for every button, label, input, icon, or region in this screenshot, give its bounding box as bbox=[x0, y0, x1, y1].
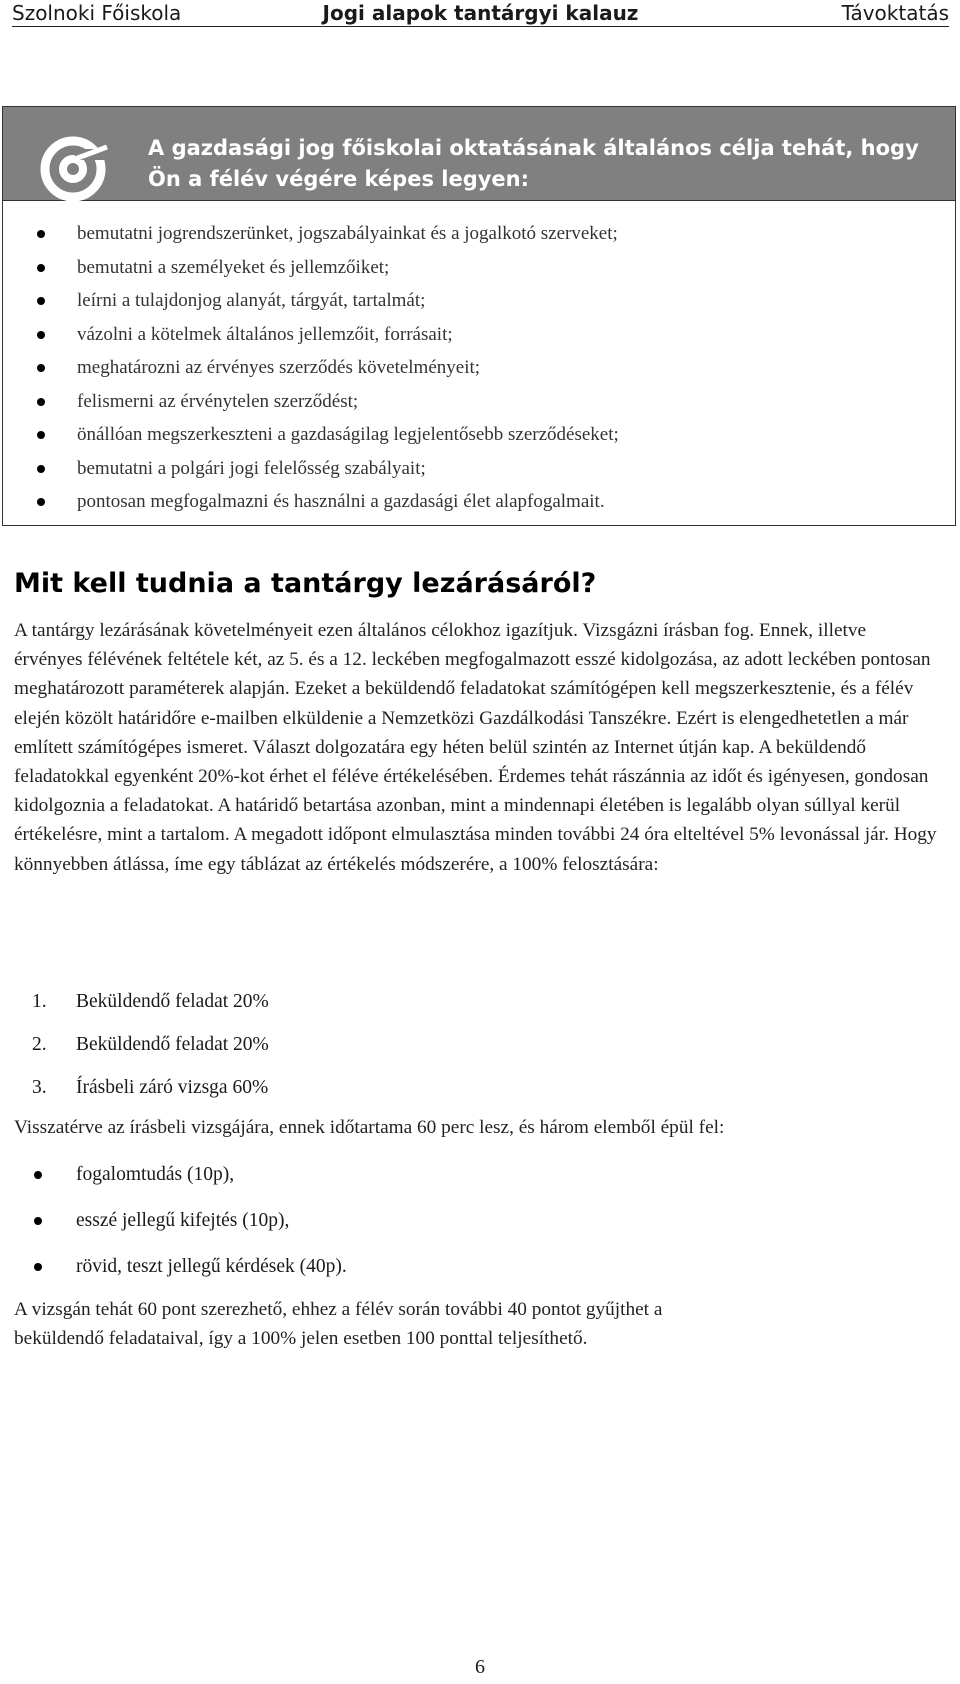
goal-item: vázolni a kötelmek általános jellemzőit, forrásait; bbox=[3, 318, 619, 352]
goal-item: meghatározni az érvényes szerződés követelményeit; bbox=[3, 351, 619, 385]
grading-item-text: Beküldendő feladat 20% bbox=[76, 991, 269, 1012]
goal-item: bemutatni jogrendszerünket, jogszabályainkat és a jogalkotó szerveket; bbox=[3, 217, 619, 251]
goal-item: leírni a tulajdonjog alanyát, tárgyát, tartalmát; bbox=[3, 284, 619, 318]
exam-part-item: rövid, teszt jellegű kérdések (40p). bbox=[0, 1244, 347, 1290]
exam-intro-paragraph: Visszatérve az írásbeli vizsgájára, ennek időtartama 60 perc lesz, és három elemből épül fel: bbox=[14, 1117, 725, 1138]
header-institution: Szolnoki Főiskola bbox=[12, 1, 182, 25]
goal-item: önállóan megszerkeszteni a gazdaságilag legjelentősebb szerződéseket; bbox=[3, 418, 619, 452]
exam-part-item: esszé jellegű kifejtés (10p), bbox=[0, 1198, 347, 1244]
goals-title-line1: A gazdasági jog főiskolai oktatásának általános célja tehát, hogy bbox=[148, 136, 919, 160]
section-heading: Mit kell tudnia a tantárgy lezárásáról? bbox=[14, 568, 597, 599]
grading-item bbox=[14, 1023, 269, 1066]
page-header bbox=[12, 0, 949, 27]
points-summary-paragraph bbox=[14, 1295, 939, 1353]
goal-item: bemutatni a polgári jogi felelősség szabályait; bbox=[3, 452, 619, 486]
target-icon bbox=[39, 133, 113, 207]
goals-title bbox=[148, 133, 938, 195]
grading-item-number: 3. bbox=[32, 1077, 47, 1098]
points-summary-line2: beküldendő feladataival, így a 100% jelen esetben 100 ponttal teljesíthető. bbox=[14, 1328, 588, 1350]
exam-parts-list bbox=[0, 1152, 347, 1290]
goal-item: bemutatni a személyeket és jellemzőiket; bbox=[3, 251, 619, 285]
grading-breakdown-list bbox=[14, 980, 269, 1109]
goals-header-bar bbox=[3, 107, 955, 201]
grading-item-number: 1. bbox=[32, 991, 47, 1012]
learning-goals-box bbox=[2, 106, 956, 526]
grading-item bbox=[14, 980, 269, 1023]
goal-item: pontosan megfogalmazni és használni a gazdasági élet alapfogalmait. bbox=[3, 485, 619, 519]
requirements-paragraph: A tantárgy lezárásának követelményeit ezen általános célokhoz igazítjuk. Vizsgázni írásban fog. Ennek, illetve érvényes félévének feltétele két, az 5. és a 12. leckében megfogalmazott esszé kidolgozása, az adott leckében pontosan meghatározott paraméterek alapján. Ezeket a beküldendő feladatokat számítógépen kell megszerkesztenie, és a félév elején közölt határidőre e-mailben elküldenie a Nemzetközi Gazdálkodási Tanszékre. Ezért is elengedhetetlen a már említett számítógépes ismeret. Választ dolgozatára egy héten belül szintén az Internet útján kap. A beküldendő feladatokkal egyenként 20%-kot érhet el féléve értékelésében. Érdemes tehát rászánnia az időt és igényesen, gondosan kidolgoznia a feladatokat. A határidő betartása azonban, mint a mindennapi életében is legalább olyan súllyal kerül értékelésre, mint a tartalom. A megadott időpont elmulasztása minden további 24 óra elteltével 5% levonással jár. Hogy könnyebben átlássa, íme egy táblázat az értékelés módszerére, a 100% felosztására: bbox=[14, 620, 937, 875]
grading-item-text: Írásbeli záró vizsga 60% bbox=[76, 1077, 269, 1098]
grading-item-number: 2. bbox=[32, 1034, 47, 1055]
grading-item bbox=[14, 1066, 269, 1109]
header-document-title: Jogi alapok tantárgyi kalauz bbox=[322, 1, 639, 25]
points-summary-line1: A vizsgán tehát 60 pont szerezhető, ehhez a félév során további 40 pontot gyűjthet a bbox=[14, 1299, 663, 1320]
header-program: Távoktatás bbox=[841, 1, 949, 25]
grading-item-text: Beküldendő feladat 20% bbox=[76, 1034, 269, 1055]
goal-item: felismerni az érvénytelen szerződést; bbox=[3, 385, 619, 419]
goals-list bbox=[3, 217, 619, 519]
exam-part-item: fogalomtudás (10p), bbox=[0, 1152, 347, 1198]
goals-title-line2: Ön a félév végére képes legyen: bbox=[148, 167, 530, 191]
page-number: 6 bbox=[475, 1656, 485, 1678]
